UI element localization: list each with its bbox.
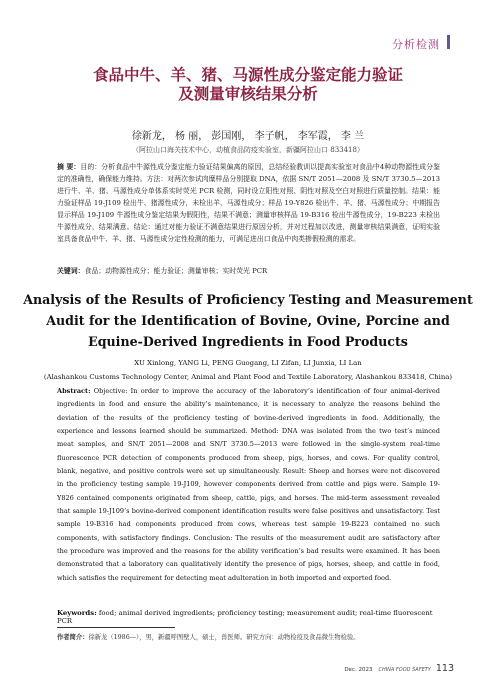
en-keywords-label: Keywords: xyxy=(57,609,97,617)
cn-affiliation: （阿拉山口海关技术中心，动植食品防疫实验室，新疆阿拉山口 833418） xyxy=(132,146,364,154)
cn-title-line-2: 及测量审核结果分析 xyxy=(178,85,318,103)
section-tag: 分析检测 xyxy=(392,38,440,51)
footer-date: Dec. 2023 xyxy=(344,667,373,673)
cn-title xyxy=(0,66,496,104)
footnote-rule xyxy=(57,627,175,628)
cn-keywords-label: 关键词： xyxy=(57,267,85,275)
page-footer xyxy=(344,656,454,675)
en-title-line-1: Analysis of the Results of Proficiency Testing and Measurement xyxy=(23,292,473,307)
en-keywords-text: food; animal derived ingredients; proficiency testing; measurement audit; real-time fluorescent PCR xyxy=(57,609,433,625)
footnote-label: 作者简介： xyxy=(57,634,89,641)
cn-keywords-text: 食品；动物源性成分；能力验证；测量审核；实时荧光 PCR xyxy=(84,267,268,275)
en-title xyxy=(0,289,496,352)
cn-authors: 徐新龙， 杨 丽， 彭国刚， 李子帆， 李军霞， 李 兰 xyxy=(131,131,365,142)
en-keywords xyxy=(57,609,440,625)
en-authors: XU Xinlong, YANG Li, PENG Guogang, LI Zifan, LI Junxia, LI Lan xyxy=(134,359,362,367)
cn-abstract xyxy=(57,161,440,245)
footnote-text: 徐新龙（1986—），男，新疆呼图壁人，硕士，兽医师。研究方向：动物检疫及食品微生物检验。 xyxy=(88,634,360,641)
en-abstract-text: Objective: In order to improve the accuracy of the laboratory’s identification of four animal-derived ingredients in food and ensure the ability’s maintenance, it is necessary to analyze the reasons behind the deviation of the results of the proficiency testing of bovine-derived ingredients in food. Additionally, the experience and lessons learned should be summarized. Method: DNA was isolated from the two test’s minced meat samples, and SN/T 2051—2008 and SN/T 3730.5—2013 were followed in the single-system real-time fluorescence PCR detection of components produced from sheep, pigs, horses, and cows. For quality control, blank, negative, and positive controls were set up simultaneously. Result: Sheep and horses were not discovered in the proficiency testing sample 19-J109, however components derived from cattle and pigs were. Sample 19-Y826 contained components originated from sheep, cattle, pigs, and horses. The mid-term assessment revealed that sample 19-J109’s bovine-derived component identification results were false positives and unsatisfactory. Test sample 19-B316 had components produced from cows, whereas test sample 19-B223 contained no such components, with satisfactory findings. Conclusion: The results of the measurement audit are satisfactory after the procedure was improved and the reasons for the ability verification’s bad results were examined. It has been demonstrated that a laboratory can qualitatively identify the presence of pigs, horses, sheep, and cattle in food, which satisfies the requirement for detecting meat adulteration in both imported and exported food. xyxy=(57,387,440,582)
en-abstract xyxy=(57,385,440,585)
cn-abstract-text: 目的：分析食品中牛源性成分鉴定能力验证结果偏离的原因，总结经验教训以提高实验室对食品中4种动物源性成分鉴定的准确性，确保能力维持。方法：对两次参试肉糜样品分别提取 DNA，依据 SN/T 2051—2008 及 SN/T 3730.5—2013 进行牛、羊、猪、马源性成分单体系实时荧光 PCR 检测，同时设立阳性对照、阴性对照及空白对照进行质量控制。结果：能力验证样品 19-J109 检出牛、猪源性成分，未检出羊、马源性成分；样品 19-Y826 检出牛、羊、猪、马源性成分；中期报告显示样品 19-J109 牛源性成分鉴定结果为假阳性，结果不满意；测量审核样品 19-B316 检出牛源性成分，19-B223 未检出牛源性成分，结果满意。结论：通过对能力验证不满意结果进行原因分析，并对过程加以改进，测量审核结果满意，证明实验室具备食品中牛、羊、猪、马源性成分定性检测的能力，可满足进出口食品中肉类掺假检测的需求。 xyxy=(57,163,440,243)
cn-keywords xyxy=(57,265,440,275)
page-number: 113 xyxy=(435,663,454,674)
en-abstract-label: Abstract: xyxy=(57,387,91,395)
section-tag-bar xyxy=(447,35,450,49)
author-footnote xyxy=(57,632,440,641)
en-title-line-3: Equine-Derived Ingredients in Food Products xyxy=(88,334,408,349)
footer-journal: CHINA FOOD SAFETY xyxy=(378,667,431,673)
en-affiliation: (Alashankou Customs Technology Center, Animal and Plant Food and Textile Laboratory, Alashankou 833418, China) xyxy=(43,373,453,381)
cn-title-line-1: 食品中牛、羊、猪、马源性成分鉴定能力验证 xyxy=(92,66,403,84)
cn-abstract-label: 摘 要： xyxy=(57,163,81,171)
en-title-line-2: Audit for the Identification of Bovine, Ovine, Porcine and xyxy=(46,313,450,328)
